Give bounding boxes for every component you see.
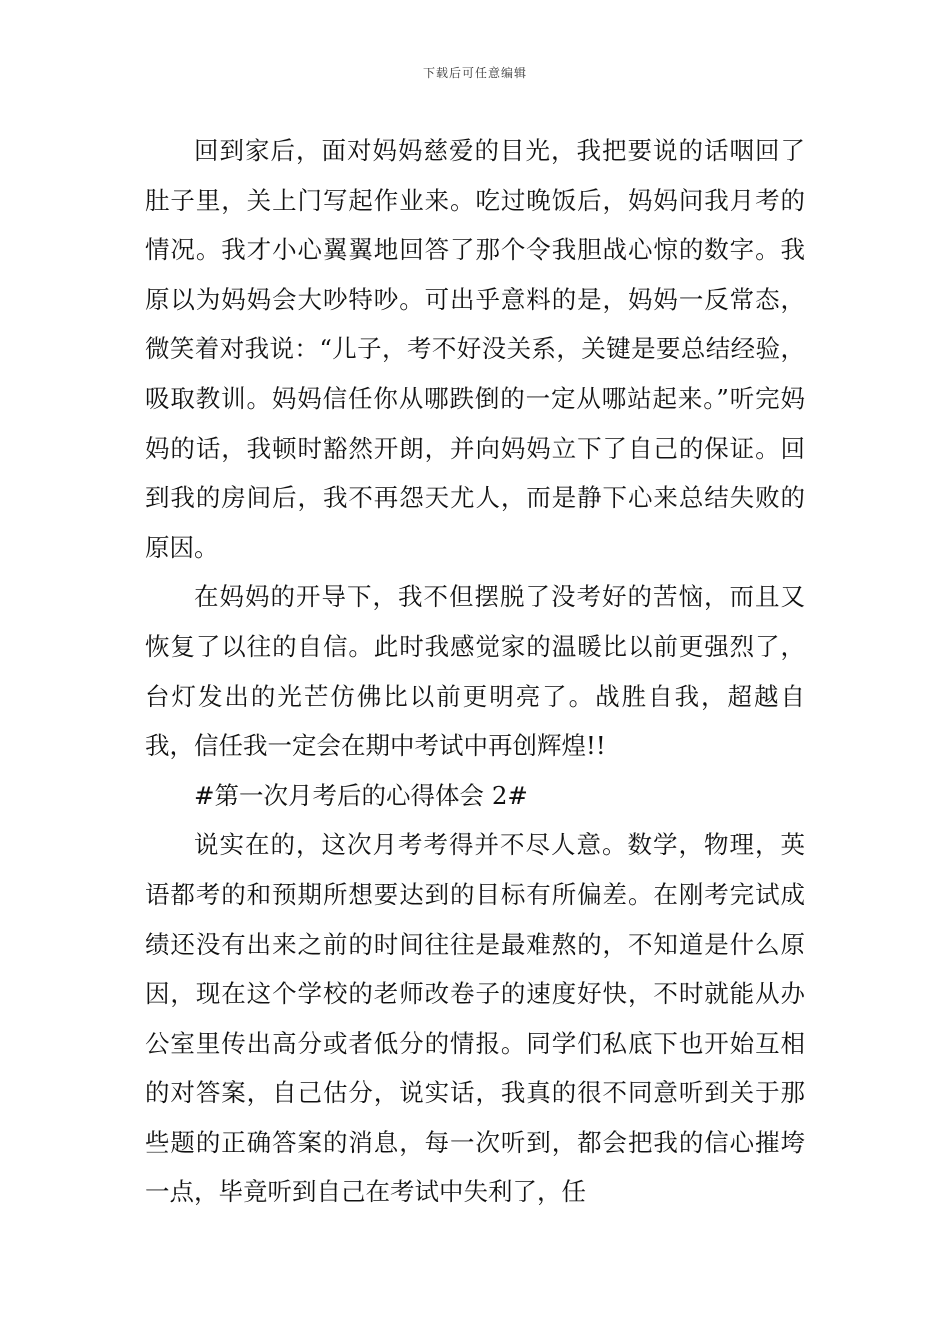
paragraph-return-home: 回到家后，面对妈妈慈爱的目光，我把要说的话咽回了肚子里，关上门写起作业来。吃过晚饭后，妈妈问我月考的情况。我才小心翼翼地回答了那个令我胆战心惊的数字。我原以为妈妈会大吵特吵。可出乎意料的是，妈妈一反常态，微笑着对我说：“儿子，考不好没关系，关键是要总结经验，吸取教训。妈妈信任你从哪跌倒的一定从哪站起来。”听完妈妈的话，我顿时豁然开朗，并向妈妈立下了自己的保证。回到我的房间后，我不再怨天尤人，而是静下心来总结失败的原因。 — [145, 136, 805, 562]
section-heading: #第一次月考后的心得体会 2# — [194, 780, 528, 810]
document-body — [145, 126, 805, 1217]
paragraph-encouragement: 在妈妈的开导下，我不但摆脱了没考好的苦恼，而且又恢复了以往的自信。此时我感觉家的温暖比以前更强烈了，台灯发出的光芒仿佛比以前更明亮了。战胜自我，超越自我，信任我一定会在期中考试中再创辉煌!! — [145, 582, 805, 761]
paragraph-exam-reflection: 说实在的，这次月考考得并不尽人意。数学，物理，英语都考的和预期所想要达到的目标有所偏差。在刚考完试成绩还没有出来之前的时间往往是最难熬的，不知道是什么原因，现在这个学校的老师改卷子的速度好快，不时就能从办公室里传出高分或者低分的情报。同学们私底下也开始互相的对答案，自己估分，说实话，我真的很不同意听到关于那些题的正确答案的消息，每一次听到，都会把我的信心摧垮一点，毕竟听到自己在考试中失利了，任 — [145, 830, 805, 1207]
page-header: 下载后可任意编辑 — [422, 66, 527, 80]
